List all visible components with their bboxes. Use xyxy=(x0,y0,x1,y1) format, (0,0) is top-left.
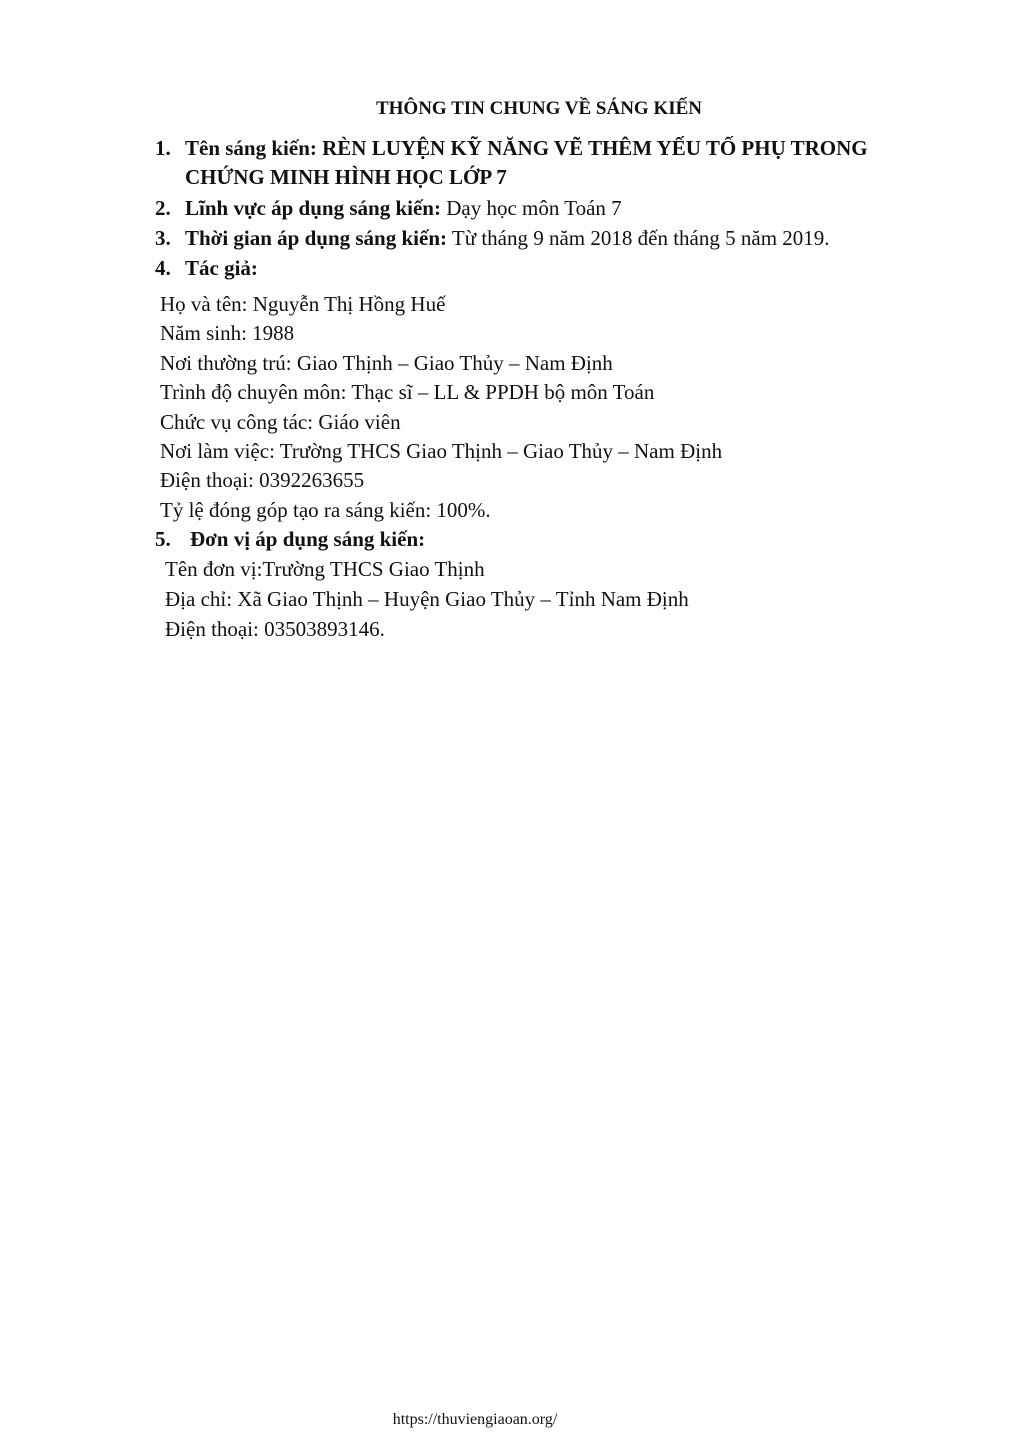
item-5-label: Đơn vị áp dụng sáng kiến: xyxy=(190,527,426,551)
author-line: Chức vụ công tác: Giáo viên xyxy=(160,410,401,434)
item-1-value-cont: CHỨNG MINH HÌNH HỌC LỚP 7 xyxy=(185,165,507,189)
unit-line: Tên đơn vị:Trường THCS Giao Thịnh xyxy=(165,557,485,581)
item-3 xyxy=(185,225,830,251)
item-5-number: 5. xyxy=(155,527,171,551)
item-2-number: 2. xyxy=(155,196,171,220)
footer-url: https://thuviengiaoan.org/ xyxy=(392,1411,558,1428)
document-title: THÔNG TIN CHUNG VỀ SÁNG KIẾN xyxy=(375,98,703,119)
item-1-label: Tên sáng kiến: xyxy=(185,136,317,160)
item-2-label: Lĩnh vực áp dụng sáng kiến: xyxy=(185,196,441,220)
author-line: Nơi làm việc: Trường THCS Giao Thịnh – Giao Thủy – Nam Định xyxy=(160,439,723,463)
item-1 xyxy=(185,135,868,161)
item-3-value: Từ tháng 9 năm 2018 đến tháng 5 năm 2019. xyxy=(451,226,830,250)
author-line: Nơi thường trú: Giao Thịnh – Giao Thủy – Nam Định xyxy=(160,351,613,375)
unit-line: Địa chỉ: Xã Giao Thịnh – Huyện Giao Thủy – Tỉnh Nam Định xyxy=(165,587,689,611)
author-line: Năm sinh: 1988 xyxy=(160,321,295,345)
item-3-number: 3. xyxy=(155,226,171,250)
item-2-value: Dạy học môn Toán 7 xyxy=(446,196,622,220)
author-line: Điện thoại: 0392263655 xyxy=(160,468,365,492)
author-line: Trình độ chuyên môn: Thạc sĩ – LL & PPDH bộ môn Toán xyxy=(160,380,655,404)
author-line: Tỷ lệ đóng góp tạo ra sáng kiến: 100%. xyxy=(160,498,491,522)
item-2 xyxy=(185,195,622,221)
item-1-value: RÈN LUYỆN KỸ NĂNG VẼ THÊM YẾU TỐ PHỤ TRONG xyxy=(322,136,868,160)
item-4-number: 4. xyxy=(155,256,171,280)
unit-line: Điện thoại: 03503893146. xyxy=(165,617,385,641)
author-line: Họ và tên: Nguyễn Thị Hồng Huế xyxy=(160,292,446,316)
item-3-label: Thời gian áp dụng sáng kiến: xyxy=(185,226,447,250)
item-4-label: Tác giả: xyxy=(185,256,258,280)
item-1-number: 1. xyxy=(155,136,171,160)
